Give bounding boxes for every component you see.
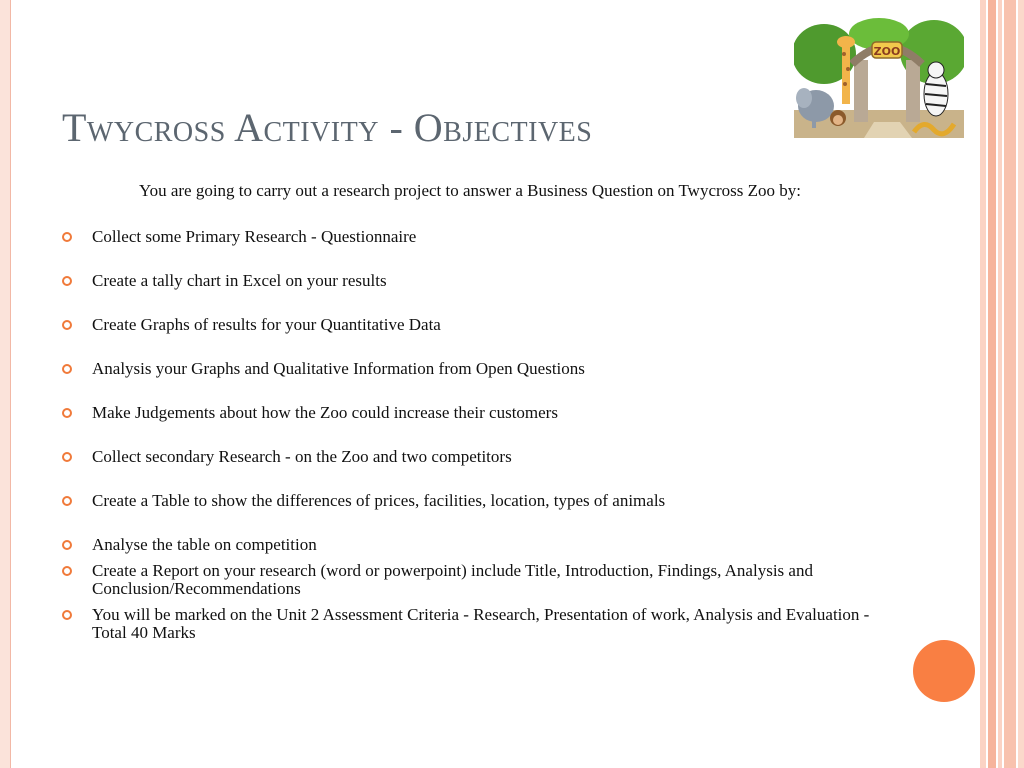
bullet-circle-icon — [62, 276, 72, 286]
left-border-decoration — [0, 0, 11, 768]
bullet-circle-icon — [62, 408, 72, 418]
intro-text: You are going to carry out a research project to answer a Business Question on Twycross Zoo by: — [139, 181, 801, 200]
zoo-sign-text: ZOO — [873, 45, 901, 58]
list-item-text: Create Graphs of results for your Quantitative Data — [92, 315, 441, 334]
bullet-circle-icon — [62, 364, 72, 374]
list-item-text: Collect secondary Research - on the Zoo and two competitors — [92, 447, 512, 466]
zoo-illustration — [794, 14, 964, 138]
bullet-circle-icon — [62, 232, 72, 242]
right-stripe-decoration — [980, 0, 1024, 768]
bullet-circle-icon — [62, 566, 72, 576]
bullet-circle-icon — [62, 610, 72, 620]
decorative-orange-circle — [913, 640, 975, 702]
slide-title: Twycross Activity - Objectives — [62, 105, 593, 150]
bullet-circle-icon — [62, 452, 72, 462]
list-item-text: Make Judgements about how the Zoo could increase their customers — [92, 403, 558, 422]
list-item-text: Analyse the table on competition — [92, 535, 317, 554]
list-item-text: Create a Report on your research (word or powerpoint) include Title, Introduction, Findings, Analysis and Conclusion/Recommendations — [92, 561, 813, 598]
list-item-text: Create a Table to show the differences of prices, facilities, location, types of animals — [92, 491, 666, 510]
bullet-circle-icon — [62, 540, 72, 550]
bullet-circle-icon — [62, 496, 72, 506]
list-item-text: You will be marked on the Unit 2 Assessment Criteria - Research, Presentation of work, Analysis and Evaluation - Total 40 Marks — [92, 605, 870, 642]
list-item-text: Collect some Primary Research - Questionnaire — [92, 227, 417, 246]
list-item-text: Create a tally chart in Excel on your results — [92, 271, 387, 290]
bullet-circle-icon — [62, 320, 72, 330]
list-item-text: Analysis your Graphs and Qualitative Information from Open Questions — [92, 359, 585, 378]
